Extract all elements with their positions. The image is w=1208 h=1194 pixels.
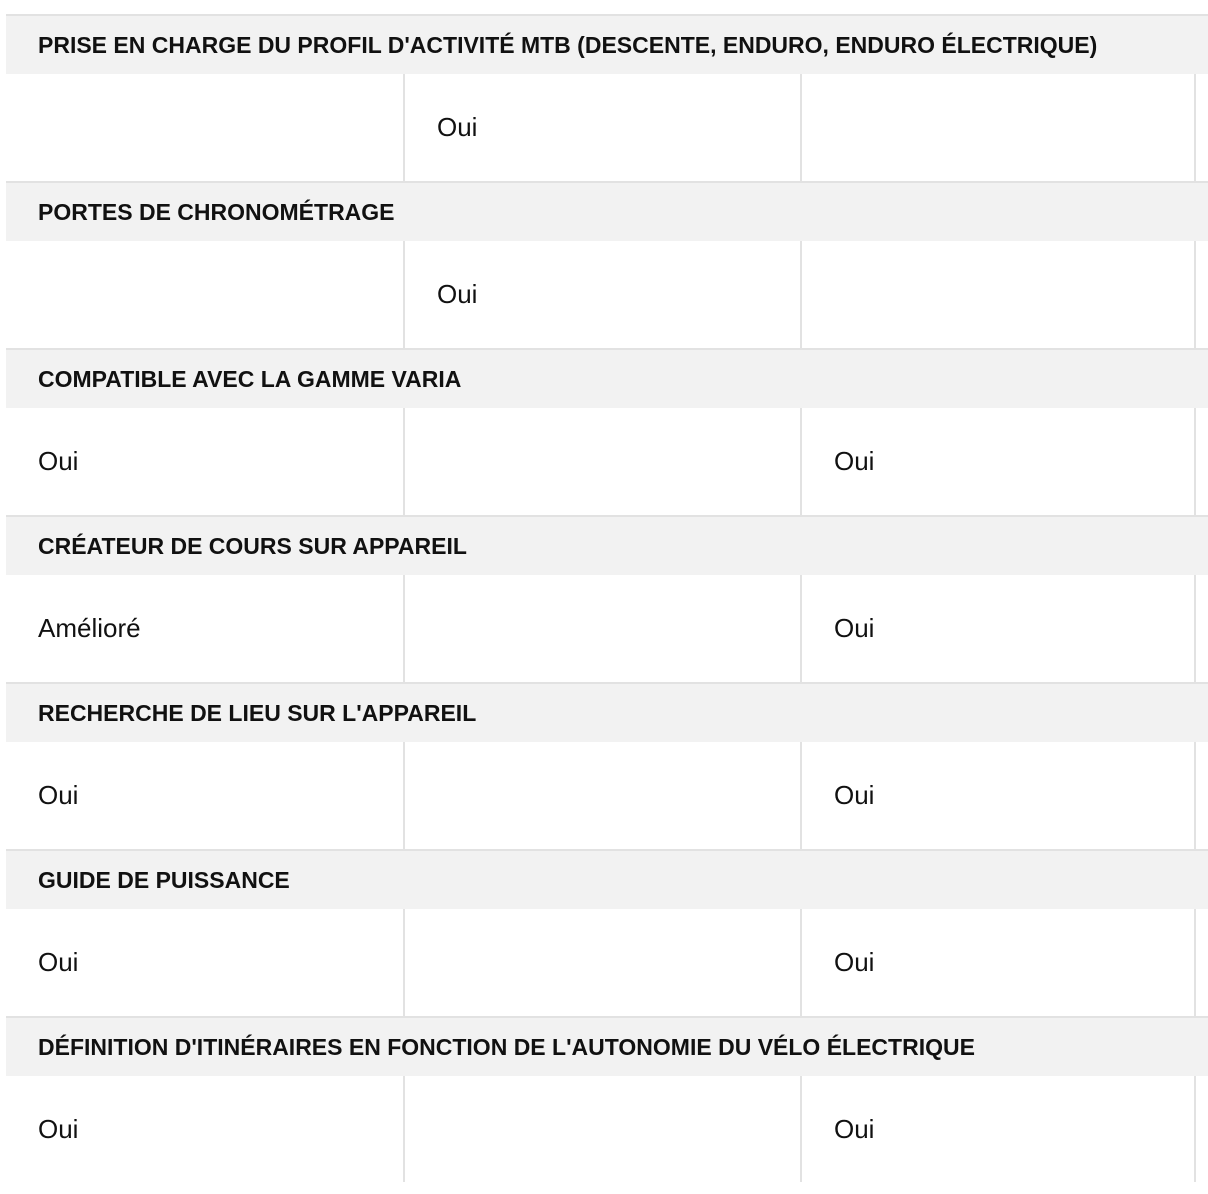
value-cell-product-3: Oui [800,1076,1196,1182]
value-cell-product-3: Oui [800,408,1196,515]
feature-section [6,851,1208,1018]
values-row [6,575,1208,684]
feature-header: RECHERCHE DE LIEU SUR L'APPAREIL [6,684,1208,742]
feature-section [6,350,1208,517]
feature-header: COMPATIBLE AVEC LA GAMME VARIA [6,350,1208,408]
value-cell-product-3: Oui [800,575,1196,682]
values-row [6,909,1208,1018]
feature-section [6,1018,1208,1182]
value-cell-product-3: Oui [800,909,1196,1016]
feature-header: DÉFINITION D'ITINÉRAIRES EN FONCTION DE L'AUTONOMIE DU VÉLO ÉLECTRIQUE [6,1018,1208,1076]
feature-section [6,16,1208,183]
value-cell-product-1 [6,74,403,181]
value-cell-product-2 [403,742,800,849]
value-cell-product-1: Oui [38,947,79,977]
feature-header: PORTES DE CHRONOMÉTRAGE [6,183,1208,241]
values-row [6,74,1208,183]
comparison-table [6,14,1208,1182]
feature-header: GUIDE DE PUISSANCE [6,851,1208,909]
values-row [6,241,1208,350]
feature-header: CRÉATEUR DE COURS SUR APPAREIL [6,517,1208,575]
feature-section [6,183,1208,350]
value-cell-product-2 [403,575,800,682]
value-cell-product-2: Oui [403,74,800,181]
value-cell-product-3 [800,241,1196,348]
values-row [6,742,1208,851]
value-cell-product-2 [403,909,800,1016]
value-cell-product-2 [403,1076,800,1182]
feature-header: PRISE EN CHARGE DU PROFIL D'ACTIVITÉ MTB (DESCENTE, ENDURO, ENDURO ÉLECTRIQUE) [6,16,1208,74]
values-row [6,1076,1208,1182]
value-cell-product-1 [6,241,403,348]
value-cell-product-1: Oui [38,780,79,810]
values-row [6,408,1208,517]
value-cell-product-2: Oui [403,241,800,348]
value-cell-product-1: Oui [38,1113,79,1144]
value-cell-product-3: Oui [800,742,1196,849]
value-cell-product-2 [403,408,800,515]
feature-section [6,517,1208,684]
feature-section [6,684,1208,851]
value-cell-product-3 [800,74,1196,181]
value-cell-product-1: Oui [38,446,79,476]
value-cell-product-1: Amélioré [38,613,141,643]
